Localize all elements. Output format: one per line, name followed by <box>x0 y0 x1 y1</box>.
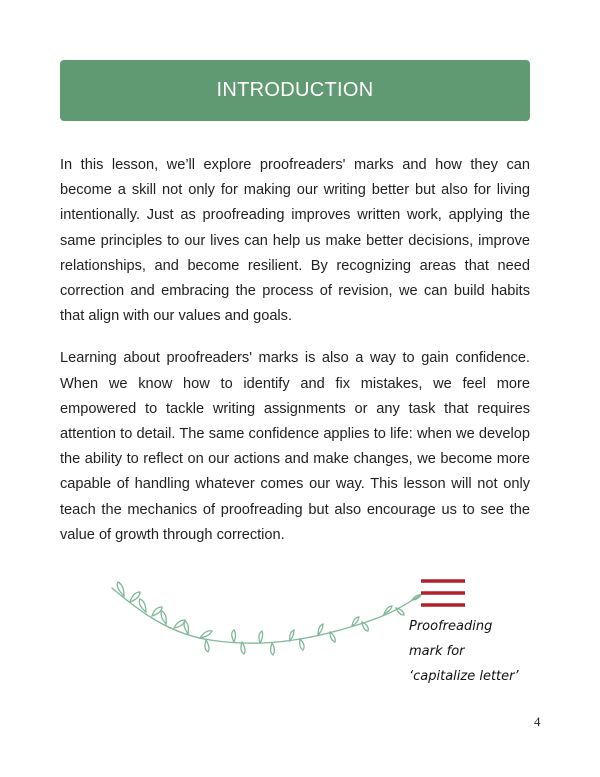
capitalize-mark-icon <box>419 578 467 610</box>
page-number: 4 <box>534 714 541 729</box>
paragraph-confidence: Learning about proofreaders' marks is also a way to gain confidence. When we know how to identify and fix mistakes, we feel more empowered to tackle writing assignments or any task that requires attention to detail. The same confidence applies to life: when we develop the ability to reflect on our actions and make changes, we become more capable of handling whatever comes our way. This lesson will not only teach the mechanics of proofreading but also encourage us to see the value of growth through correction. <box>60 350 530 543</box>
mark-caption <box>409 614 559 689</box>
caption-line: mark for <box>409 644 465 659</box>
body-text <box>60 153 530 565</box>
caption-line: Proofreading <box>409 619 493 634</box>
paragraph-intro: In this lesson, we’ll explore proofreaders' marks and how they can become a skill not only for making our writing better but also for living intentionally. Just as proofreading improves written work, applying the same principles to our lives can help us make better decisions, improve relationships, and become resilient. By recognizing areas that need correction and embracing the process of revision, we can build habits that align with our values and goals. <box>60 157 530 325</box>
vine-illustration <box>100 572 430 672</box>
caption-line: ‘capitalize letter’ <box>409 669 519 684</box>
section-header-banner <box>60 60 530 121</box>
section-title: INTRODUCTION <box>216 79 374 101</box>
